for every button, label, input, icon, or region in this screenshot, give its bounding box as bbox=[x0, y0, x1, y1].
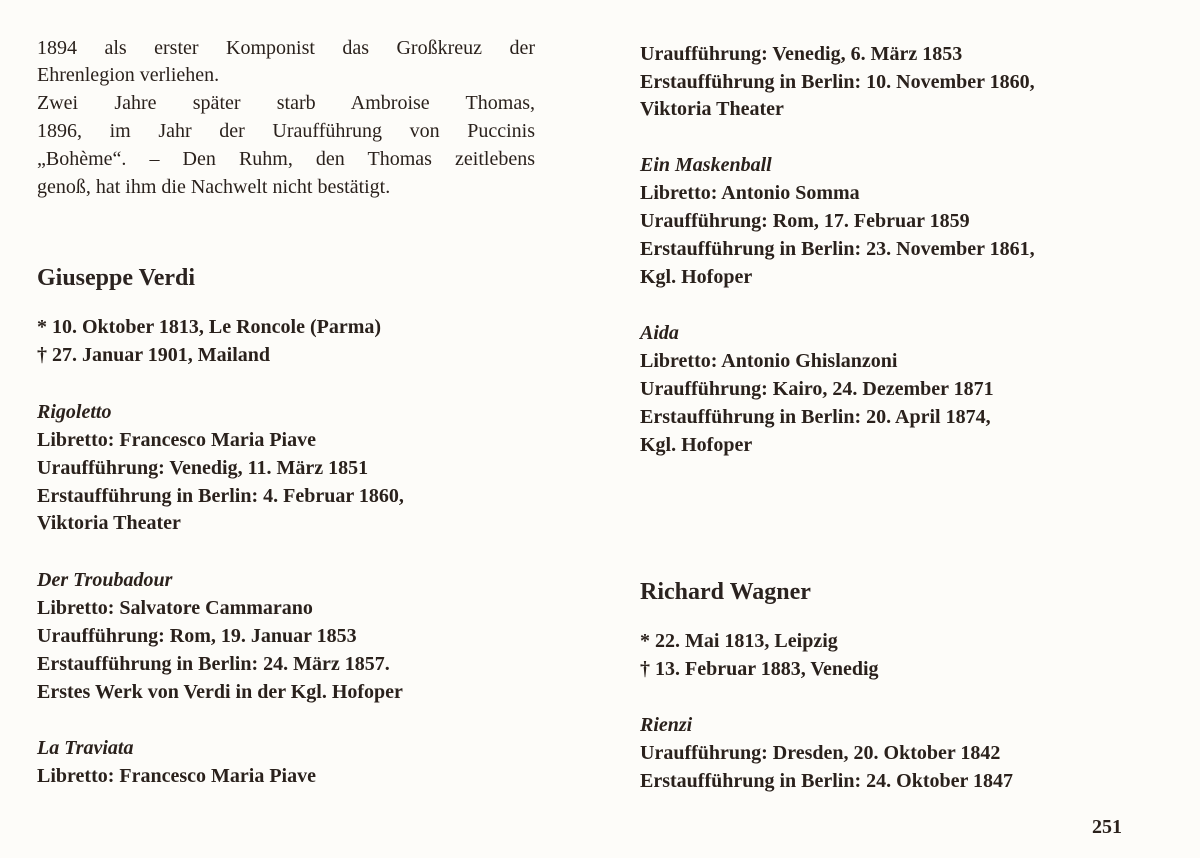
rigoletto-venue: Viktoria Theater bbox=[37, 512, 181, 534]
rienzi-premiere: Uraufführung: Dresden, 20. Oktober 1842 bbox=[640, 742, 1001, 764]
maskenball-venue: Kgl. Hofoper bbox=[640, 266, 753, 288]
opera-title-rigoletto: Rigoletto bbox=[37, 401, 112, 423]
maskenball-berlin: Erstaufführung in Berlin: 23. November 1861, bbox=[640, 238, 1035, 260]
opera-title-rienzi: Rienzi bbox=[640, 714, 693, 736]
rienzi-berlin: Erstaufführung in Berlin: 24. Oktober 1847 bbox=[640, 770, 1013, 792]
rigoletto-premiere: Uraufführung: Venedig, 11. März 1851 bbox=[37, 457, 369, 479]
maskenball-libretto: Libretto: Antonio Somma bbox=[640, 182, 860, 204]
composer-heading-wagner: Richard Wagner bbox=[640, 579, 811, 605]
traviata-venue: Viktoria Theater bbox=[640, 98, 784, 120]
rigoletto-berlin: Erstaufführung in Berlin: 4. Februar 1860, bbox=[37, 485, 404, 507]
intro-line-6: genoß, hat ihm die Nachwelt nicht bestätigt. bbox=[37, 176, 391, 198]
aida-berlin: Erstaufführung in Berlin: 20. April 1874, bbox=[640, 406, 991, 428]
opera-title-aida: Aida bbox=[640, 322, 679, 344]
page-number: 251 bbox=[1092, 816, 1122, 838]
composer-heading-verdi: Giuseppe Verdi bbox=[37, 265, 196, 291]
traviata-premiere: Uraufführung: Venedig, 6. März 1853 bbox=[640, 43, 963, 65]
troubadour-premiere: Uraufführung: Rom, 19. Januar 1853 bbox=[37, 625, 357, 647]
wagner-died: † 13. Februar 1883, Venedig bbox=[640, 658, 879, 680]
rigoletto-libretto: Libretto: Francesco Maria Piave bbox=[37, 429, 316, 451]
aida-venue: Kgl. Hofoper bbox=[640, 434, 753, 456]
traviata-libretto: Libretto: Francesco Maria Piave bbox=[37, 765, 316, 787]
opera-title-troubadour: Der Troubadour bbox=[37, 569, 173, 591]
troubadour-note: Erstes Werk von Verdi in der Kgl. Hofoper bbox=[37, 681, 403, 703]
wagner-born: * 22. Mai 1813, Leipzig bbox=[640, 630, 838, 652]
maskenball-premiere: Uraufführung: Rom, 17. Februar 1859 bbox=[640, 210, 970, 232]
opera-title-traviata: La Traviata bbox=[37, 737, 134, 759]
intro-line-1: 1894 als erster Komponist das Großkreuz der bbox=[37, 37, 535, 59]
verdi-died: † 27. Januar 1901, Mailand bbox=[37, 344, 270, 366]
aida-libretto: Libretto: Antonio Ghislanzoni bbox=[640, 350, 898, 372]
intro-line-4: 1896, im Jahr der Uraufführung von Puccinis bbox=[37, 120, 535, 142]
verdi-born: * 10. Oktober 1813, Le Roncole (Parma) bbox=[37, 316, 382, 338]
opera-title-maskenball: Ein Maskenball bbox=[640, 154, 772, 176]
traviata-berlin: Erstaufführung in Berlin: 10. November 1860, bbox=[640, 71, 1035, 93]
troubadour-berlin: Erstaufführung in Berlin: 24. März 1857. bbox=[37, 653, 390, 675]
intro-line-3: Zwei Jahre später starb Ambroise Thomas, bbox=[37, 92, 535, 114]
troubadour-libretto: Libretto: Salvatore Cammarano bbox=[37, 597, 313, 619]
intro-line-5: „Bohème“. – Den Ruhm, den Thomas zeitlebens bbox=[37, 148, 535, 170]
aida-premiere: Uraufführung: Kairo, 24. Dezember 1871 bbox=[640, 378, 994, 400]
intro-line-2: Ehrenlegion verliehen. bbox=[37, 64, 220, 86]
